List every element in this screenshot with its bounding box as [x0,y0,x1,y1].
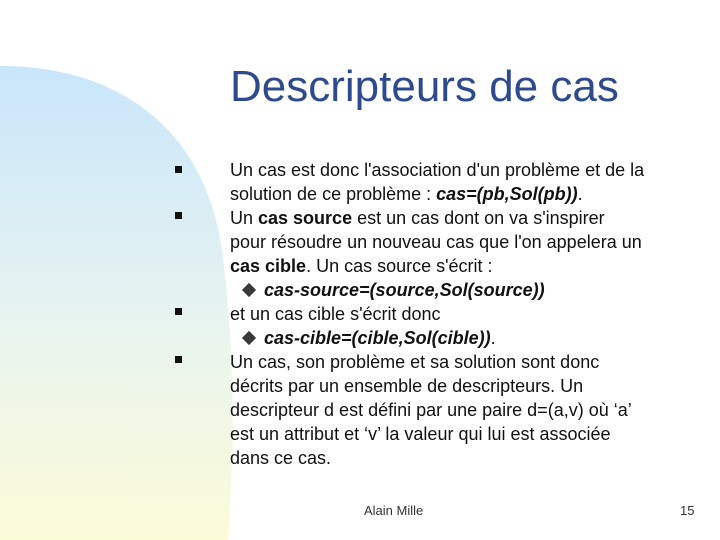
bullet-4-line-1: Un cas, son problème et sa solution sont donc [230,350,700,374]
slide-title: Descripteurs de cas [230,62,619,111]
bullet-2-line-2: pour résoudre un nouveau cas que l'on appelera un [230,232,642,252]
sub-bullet-cas-source [230,278,700,302]
page-number: 15 [680,503,695,518]
bullet-square-icon [175,308,182,315]
bullet-1-line-2: solution de ce problème : cas=(pb,Sol(pb)). [230,184,583,204]
bullet-4-line-4: est un attribut et ‘v’ la valeur qui lui est associée [230,424,611,444]
formula-cas-source: cas-source=(source,Sol(source)) [264,280,545,300]
bullet-square-icon [175,166,182,173]
sub-bullet-cas-cible: cas-cible=(cible,Sol(cible)). [230,326,700,350]
bullet-2-line-1: Un cas source est un cas dont on va s'inspirer [230,206,700,230]
bullet-4-line-5: dans ce cas. [230,448,332,468]
diamond-bullet-icon [242,331,256,345]
diamond-bullet-icon [242,283,256,297]
bullet-3-line-1: et un cas cible s'écrit donc [230,302,700,326]
formula-cas: cas=(pb,Sol(pb)) [436,184,578,204]
bullet-2-line-3: cas cible. Un cas source s'écrit : [230,256,493,276]
formula-cas-cible: cas-cible=(cible,Sol(cible)) [264,328,491,348]
bullet-4-line-2: décrits par un ensemble de descripteurs. Un [230,376,584,396]
bullet-square-icon [175,356,182,363]
footer-author: Alain Mille [364,503,424,518]
slide-body [230,158,700,470]
bullet-4-line-3: descripteur d est défini par une paire d=(a,v) où ‘a’ [230,400,632,420]
bullet-square-icon [175,212,182,219]
bullet-1-line-1: Un cas est donc l'association d'un problème et de la [230,158,700,182]
